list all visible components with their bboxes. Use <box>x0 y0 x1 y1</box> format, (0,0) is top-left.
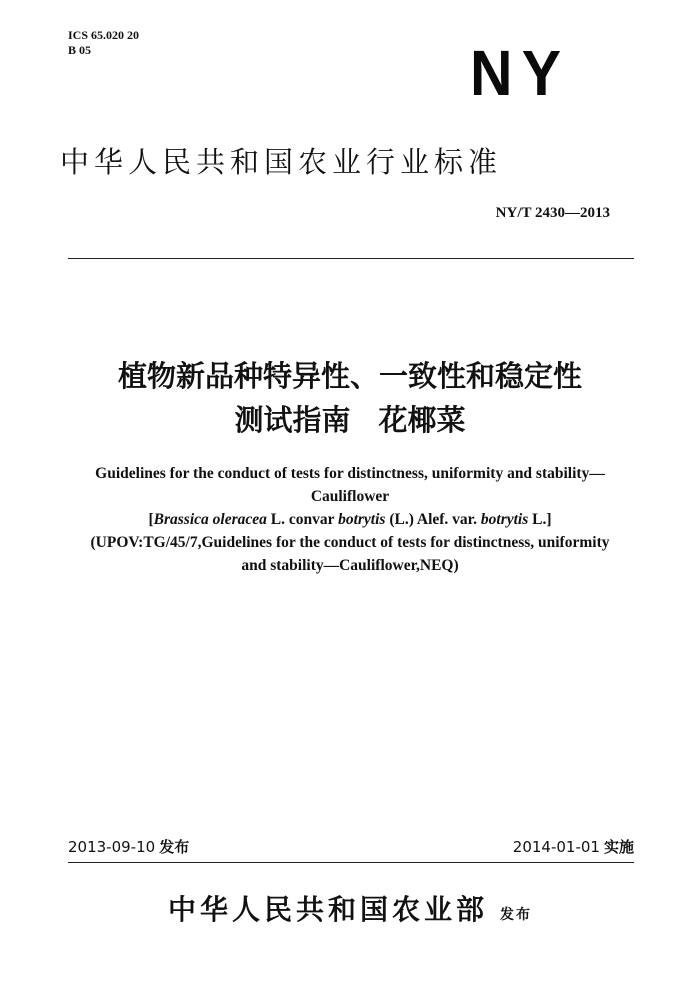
upov-reference-line-2: and stability—Cauliflower,NEQ) <box>241 557 459 574</box>
ny-logo: NY <box>470 37 571 109</box>
top-divider <box>68 258 634 259</box>
standard-number: NY/T 2430—2013 <box>495 205 610 221</box>
issue-label: 发布 <box>159 838 190 856</box>
chinese-title-line-2 <box>0 398 700 442</box>
bottom-divider <box>68 862 634 863</box>
chinese-title-crop: 花椰菜 <box>378 403 466 437</box>
classification-codes <box>68 28 139 58</box>
standard-category-title: 中华人民共和国农业行业标准 <box>60 145 503 179</box>
english-title-line-2: Cauliflower <box>310 488 390 505</box>
english-title-line-1: Guidelines for the conduct of tests for distinctness, uniformity and stability— <box>95 465 605 482</box>
english-title <box>20 462 680 577</box>
dates-row <box>68 836 634 858</box>
species-name: Brassica oleracea <box>153 511 267 528</box>
issuer-action: 发布 <box>500 907 532 923</box>
ics-code: ICS 65.020 20 <box>68 28 140 42</box>
issuing-organization: 中华人民共和国农业部 <box>167 893 488 926</box>
ccs-code: B 05 <box>68 43 92 57</box>
implementation-label: 实施 <box>603 838 634 856</box>
chinese-title-guideline: 测试指南 <box>234 403 351 437</box>
issuer-line <box>0 888 700 928</box>
upov-reference-line-1: (UPOV:TG/45/7,Guidelines for the conduct of tests for distinctness, uniformity <box>90 534 610 551</box>
issue-date: 2013-09-10 <box>68 838 156 856</box>
chinese-title <box>0 354 700 442</box>
chinese-title-line-1: 植物新品种特异性、一致性和稳定性 <box>117 359 582 393</box>
var-name: botrytis <box>480 511 529 528</box>
implementation-date: 2014-01-01 <box>512 838 600 856</box>
issue-date-block <box>68 836 189 857</box>
implementation-date-block <box>513 836 634 857</box>
convar-name: botrytis <box>338 511 386 528</box>
botanical-name: [Brassica oleracea L. convar botrytis (L.) Alef. var. botrytis L.] <box>148 511 552 528</box>
